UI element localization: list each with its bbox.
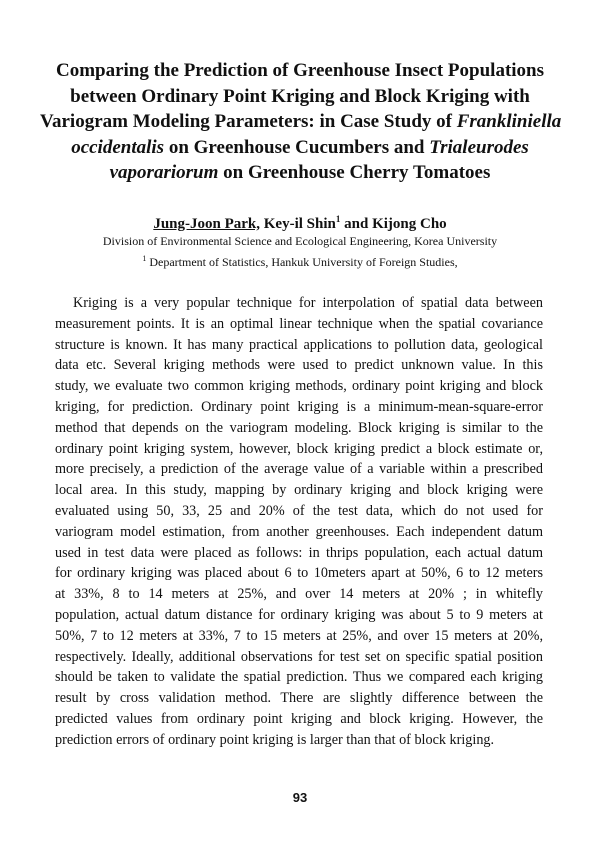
- abstract-line: method that depends on the variogram modeling. Block kriging is similar to the: [55, 419, 543, 436]
- title-line-3-text: Variogram Modeling Parameters: in Case Study of: [40, 111, 457, 132]
- title-line-2: between Ordinary Point Kriging and Block Kriging with: [70, 85, 530, 107]
- page-number: 93: [292, 790, 308, 805]
- abstract-line: population, actual datum distance for ordinary kriging was about 5 to 9 meters at: [55, 606, 543, 623]
- abstract-line: result by cross validation method. There are slightly difference between the: [55, 690, 543, 707]
- abstract-line: predicted values from ordinary point kriging and block kriging. However, the: [55, 710, 543, 727]
- affiliation-2-mark: 1: [142, 254, 147, 263]
- title-line-3: [40, 109, 560, 135]
- abstract-line: at 33%, 8 to 14 meters at 25%, and over 14 meters at 20% ; in whitefly: [55, 586, 543, 603]
- abstract-body: [55, 293, 543, 751]
- abstract-line: 50%, 7 to 12 meters at 33%, 7 to 15 meters at 25%, and over 15 meters at 20%,: [55, 627, 543, 644]
- title-line-4-text: on Greenhouse Cucumbers and: [164, 136, 430, 158]
- abstract-line: for ordinary kriging was placed about 6 to 10meters apart at 50%, 6 to 12 meters: [55, 565, 543, 582]
- abstract-line: respectively. Ideally, additional observations for test set on specific spatial position: [55, 648, 543, 665]
- title-species-epithet-1: occidentalis: [71, 136, 165, 158]
- abstract-line: prediction errors of ordinary point kriging is larger than that of block kriging.: [55, 731, 495, 748]
- author-2: Key-il Shin: [263, 216, 336, 232]
- abstract-line: local area. In this study, mapping by ordinary kriging and block kriging were: [55, 482, 543, 499]
- affiliation-1: Division of Environmental Science and Ecological Engineering, Korea University: [102, 234, 498, 248]
- abstract-line: data etc. Several kriging methods were used to predict unknown value. In this: [55, 357, 543, 374]
- title-line-4: [40, 135, 560, 161]
- abstract-line: ordinary point kriging system, however, block kriging predict a block estimate or,: [55, 440, 543, 457]
- author-list: [40, 210, 560, 233]
- author-2-affiliation-mark: 1: [335, 214, 341, 224]
- abstract-line: should be taken to validate the spatial prediction. Thus we compared each kriging: [55, 669, 543, 686]
- abstract-line: structure is known. It has many practical applications to pollution data, geological: [55, 336, 543, 353]
- title-line-5: [40, 160, 560, 186]
- author-1: Jung-Joon Park,: [153, 216, 261, 232]
- abstract-line: kriging, for prediction. Ordinary point kriging is a minimum-mean-square-error: [55, 398, 543, 415]
- abstract-line: more precisely, a prediction of the average value of a variable within a prescribed: [55, 461, 543, 478]
- abstract-line: used in test data were placed as follows: in thrips population, each actual datum: [55, 544, 543, 561]
- author-3: Kijong Cho: [372, 216, 447, 232]
- abstract-line: evaluated using 50, 33, 25 and 20% of the test data, which do not used for: [55, 502, 543, 519]
- abstract-line: study, we evaluate two common kriging methods, ordinary point kriging and block: [55, 378, 543, 395]
- affiliation-2: [40, 251, 560, 270]
- title-species-epithet-2: vaporariorum: [109, 162, 219, 183]
- title-line-1: Comparing the Prediction of Greenhouse Insect Populations: [55, 60, 545, 81]
- abstract-line: Kriging is a very popular technique for interpolation of spatial data between: [73, 295, 543, 311]
- affiliation-2-text: Department of Statistics, Hankuk University of Foreign Studies,: [149, 255, 458, 269]
- abstract-line: measurement points. It is an optimal linear technique when the spatial covariance: [55, 315, 543, 332]
- title-species-genus-2: Trialeurodes: [429, 136, 529, 158]
- abstract-line: variogram model estimation, from another greenhouses. Each independent datum: [55, 523, 543, 540]
- title-line-5-text: on Greenhouse Cherry Tomatoes: [218, 162, 491, 183]
- title-species-genus-1: Frankliniella: [456, 111, 562, 132]
- author-conjunction: and: [344, 216, 369, 232]
- paper-title: [40, 58, 560, 186]
